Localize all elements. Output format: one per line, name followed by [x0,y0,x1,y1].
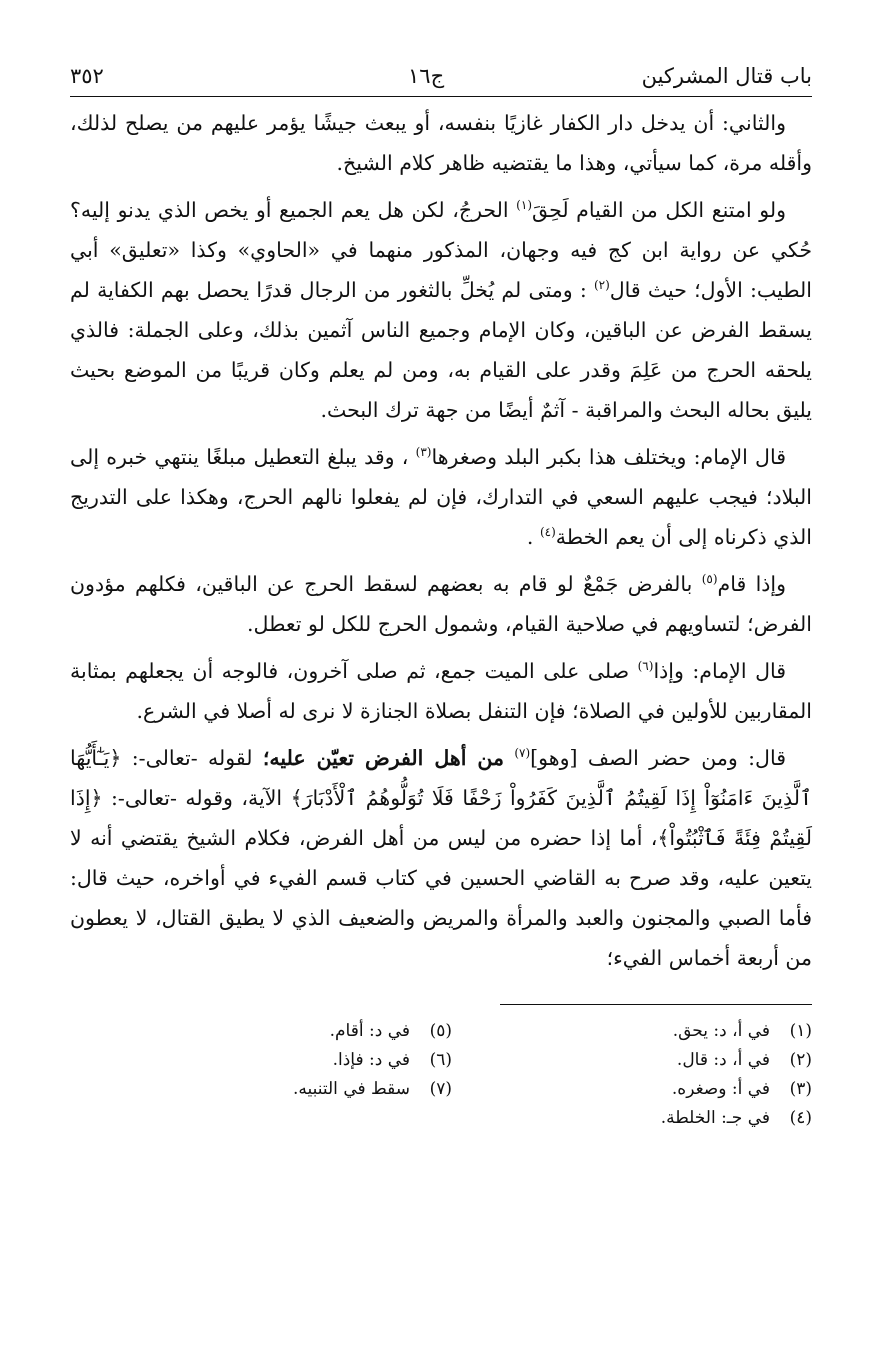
footnote-text: في أ: وصغره. [671,1079,770,1099]
paragraph [70,564,812,644]
footnote-number: (٢) [789,1050,812,1070]
footnote-item [293,1046,452,1075]
footnote-marker: (٤) [539,525,556,540]
body-text [70,103,812,978]
chapter-title: باب قتال المشركين [641,64,812,88]
footnote-number: (٧) [429,1079,452,1099]
text-run: ، وقد يبلغ التعطيل مبلغًا ينتهي خبره إلى البلاد؛ فيجب عليهم السعي في التدارك، فإن لم يفعلوا نالهم الحرج، وهكذا على التدريج الذي ذكرناه إلى أن يعم الخطة [70,445,812,549]
footnote-marker: (٧) [514,746,531,761]
text-run: وإذا قام [717,572,786,596]
paragraph [70,651,812,731]
footnote-item [661,1075,812,1104]
footnote-text: في أ، د: يحق. [672,1021,770,1041]
paragraph [70,103,812,183]
footnotes [70,1017,812,1187]
footnote-item [661,1017,812,1046]
footnote-text: في أ، د: قال. [676,1050,770,1070]
text-run: ولو امتنع الكل من القيام لَحِقَ [532,198,786,222]
paragraph [70,190,812,430]
footnote-marker: (٣) [415,445,432,460]
footnote-text: في د: فإذا. [332,1050,410,1070]
text-run: بالفرض جَمْعٌ لو قام به بعضهم لسقط الحرج عن الباقين، فكلهم مؤدون الفرض؛ لتساويهم في صلاحية القيام، وشمول الحرج للكل لو تعطل. [70,572,812,636]
footnote-number: (٥) [429,1021,452,1041]
footnote-item [661,1104,812,1133]
footnote-divider [500,1004,812,1005]
footnote-marker: (٥) [701,572,718,587]
footnote-marker: (٢) [593,278,610,293]
footnote-item [661,1046,812,1075]
volume-label: ج١٦ [408,64,445,88]
footnote-item [293,1075,452,1104]
bold-text-run: من أهل الفرض تعيّن عليه؛ [262,746,504,770]
footnotes-column-right [661,1017,812,1133]
footnote-text: في جـ: الخلطة. [660,1108,770,1128]
footnote-text: سقط في التنبيه. [292,1079,410,1099]
text-run [504,746,514,770]
text-run: : ومتى لم يُخلِّ بالثغور من الرجال قدرًا يحصل بهم الكفاية لم يسقط الفرض عن الباقين، وكان الإمام وجميع الناس آثمين بذلك، وعلى الجملة: فالذي يلحقه الحرج من عَلِمَ وقدر على القيام به، ومن لم يعلم وكان قريبًا من الموضع بحيث يليق بحاله البحث والمراقبة - آثمٌ أيضًا من جهة ترك البحث. [70,278,812,422]
footnote-number: (١) [789,1021,812,1041]
footnotes-column-left [293,1017,452,1104]
page-number: ٣٥٢ [70,64,104,88]
text-run: قال الإمام: وإذا [653,659,787,683]
footnote-number: (٤) [789,1108,812,1128]
header-divider [70,96,812,97]
text-run: الحرجُ، لكن هل يعم الجميع أو يخص الذي يدنو إليه؟ حُكي عن رواية ابن كج فيه وجهان، المذكور منهما في «الحاوي» وكذا «تعليق» أبي الطيب: الأول؛ حيث قال [70,198,813,302]
text-run: والثاني: أن يدخل دار الكفار غازيًا بنفسه، أو يبعث جيشًا يؤمر عليهم من يصلح لذلك، وأقله مرة، كما سيأتي، وهذا ما يقتضيه ظاهر كلام الشيخ. [70,111,812,175]
footnote-number: (٦) [429,1050,452,1070]
footnote-marker: (١) [516,198,532,213]
text-run: . [526,525,540,549]
paragraph [70,738,812,978]
footnote-number: (٣) [789,1079,812,1099]
paragraph [70,437,812,557]
page [70,58,812,1187]
footnote-item [293,1017,452,1046]
text-run: قال: ومن حضر الصف [وهو] [530,746,786,770]
text-run: صلى على الميت جمع، ثم صلى آخرون، فالوجه أن يجعلهم بمثابة المقاربين للأولين في الصلاة؛ فإن التنفل بصلاة الجنازة لا نرى له أصلا في الشرع. [70,659,812,723]
footnote-text: في د: أقام. [329,1021,410,1041]
text-run: لقوله -تعالى-: ﴿يَـٰٓأَيُّهَا ٱلَّذِينَ ءَامَنُوٓاْ إِذَا لَقِيتُمُ ٱلَّذِينَ كَفَرُواْ زَحْفًا فَلَا تُوَلُّوهُمُ ٱلْأَدْبَارَ﴾ الآية، وقوله -تعالى-: ﴿إِذَا لَقِيتُمْ فِئَةً فَٱثْبُتُواْ﴾، أما إذا حضره من ليس من أهل الفرض، فكلام الشيخ يقتضي أنه لا يتعين عليه، وقد صرح به القاضي الحسين في كتاب قسم الفيء في أواخره، حيث قال: فأما الصبي والمجنون والعبد والمرأة والمريض والضعيف الذي لا يطيق القتال، لا يعطون من أربعة أخماس الفيء؛ [70,746,812,970]
text-run: قال الإمام: ويختلف هذا بكبر البلد وصغرها [431,445,786,469]
footnote-marker: (٦) [637,659,654,674]
running-header [70,58,812,94]
